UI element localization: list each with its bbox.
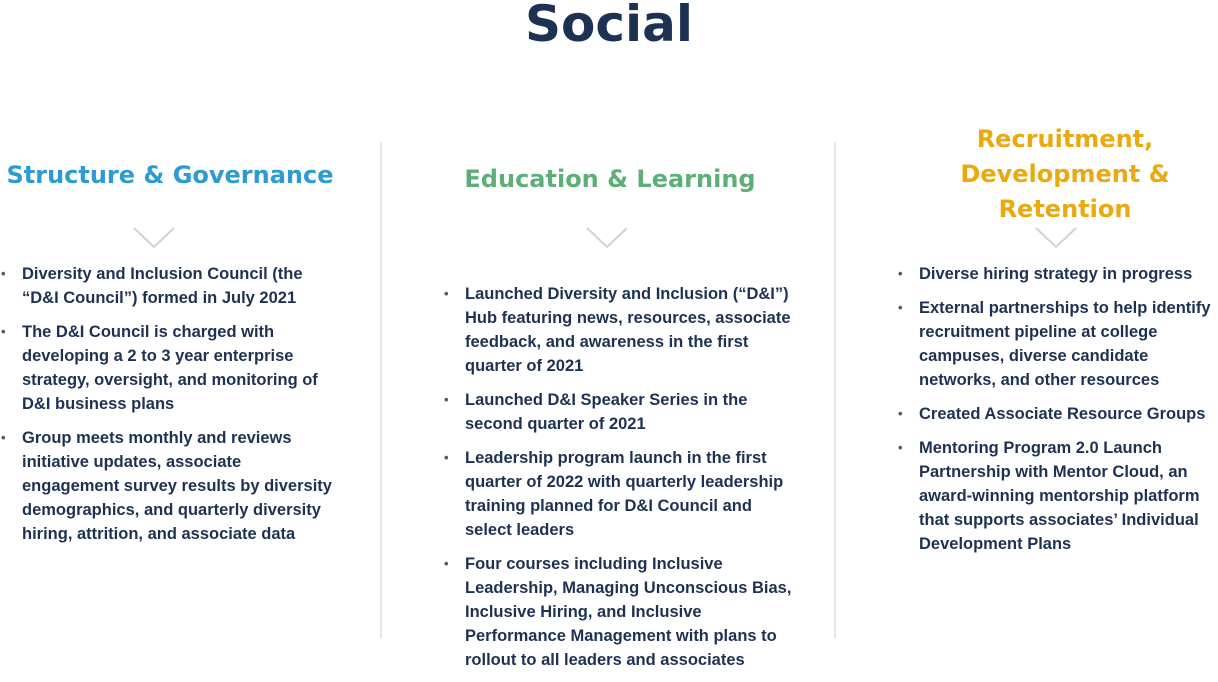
bullet-list: [1, 262, 336, 556]
page-title: Social: [524, 0, 694, 53]
chevron-down-icon: [132, 226, 176, 250]
list-item: • Launched D&I Speaker Series in the second quarter of 2021: [444, 388, 794, 436]
bullet-icon: •: [1, 430, 6, 445]
bullet-icon: •: [898, 300, 903, 315]
bullet-icon: •: [898, 406, 903, 421]
list-item: • Diverse hiring strategy in progress: [898, 262, 1216, 286]
bullet-icon: •: [1, 324, 6, 339]
bullet-list: [444, 282, 794, 682]
column-heading-line: Development &: [960, 160, 1170, 188]
bullet-icon: •: [444, 392, 449, 407]
list-item: • Diversity and Inclusion Council (the “D&I Council”) formed in July 2021: [1, 262, 336, 310]
chevron-down-icon: [1034, 226, 1078, 250]
column-heading: [900, 122, 1218, 227]
bullet-icon: •: [444, 450, 449, 465]
bullet-icon: •: [898, 266, 903, 281]
column-heading: Education & Learning: [464, 165, 756, 193]
list-item: • Leadership program launch in the first quarter of 2022 with quarterly leadership training planned for D&I Council and select leaders: [444, 446, 794, 542]
list-item: • The D&I Council is charged with developing a 2 to 3 year enterprise strategy, oversight, and monitoring of D&I business plans: [1, 320, 336, 416]
list-item: • Group meets monthly and reviews initiative updates, associate engagement survey results by diversity demographics, and quarterly diversity hiring, attrition, and associate data: [1, 426, 336, 546]
bullet-list: [898, 262, 1216, 566]
list-item: • Four courses including Inclusive Leadership, Managing Unconscious Bias, Inclusive Hiring, and Inclusive Performance Management with plans to rollout to all leaders and associates: [444, 552, 794, 672]
bullet-icon: •: [898, 440, 903, 455]
column-heading-line: Retention: [998, 195, 1132, 223]
list-item: • External partnerships to help identify recruitment pipeline at college campuses, diverse candidate networks, and other resources: [898, 296, 1216, 392]
bullet-icon: •: [444, 556, 449, 571]
bullet-icon: •: [1, 266, 6, 281]
column-divider-left: [380, 142, 382, 638]
column-heading: Structure & Governance: [6, 161, 334, 189]
list-item: • Mentoring Program 2.0 Launch Partnership with Mentor Cloud, an award-winning mentorship platform that supports associates’ Individual Development Plans: [898, 436, 1216, 556]
column-heading-line: Recruitment,: [976, 125, 1154, 153]
list-item: • Created Associate Resource Groups: [898, 402, 1216, 426]
bullet-icon: •: [444, 286, 449, 301]
chevron-down-icon: [585, 226, 629, 250]
column-divider-right: [834, 142, 836, 638]
list-item: • Launched Diversity and Inclusion (“D&I”) Hub featuring news, resources, associate feedback, and awareness in the first quarter of 2021: [444, 282, 794, 378]
